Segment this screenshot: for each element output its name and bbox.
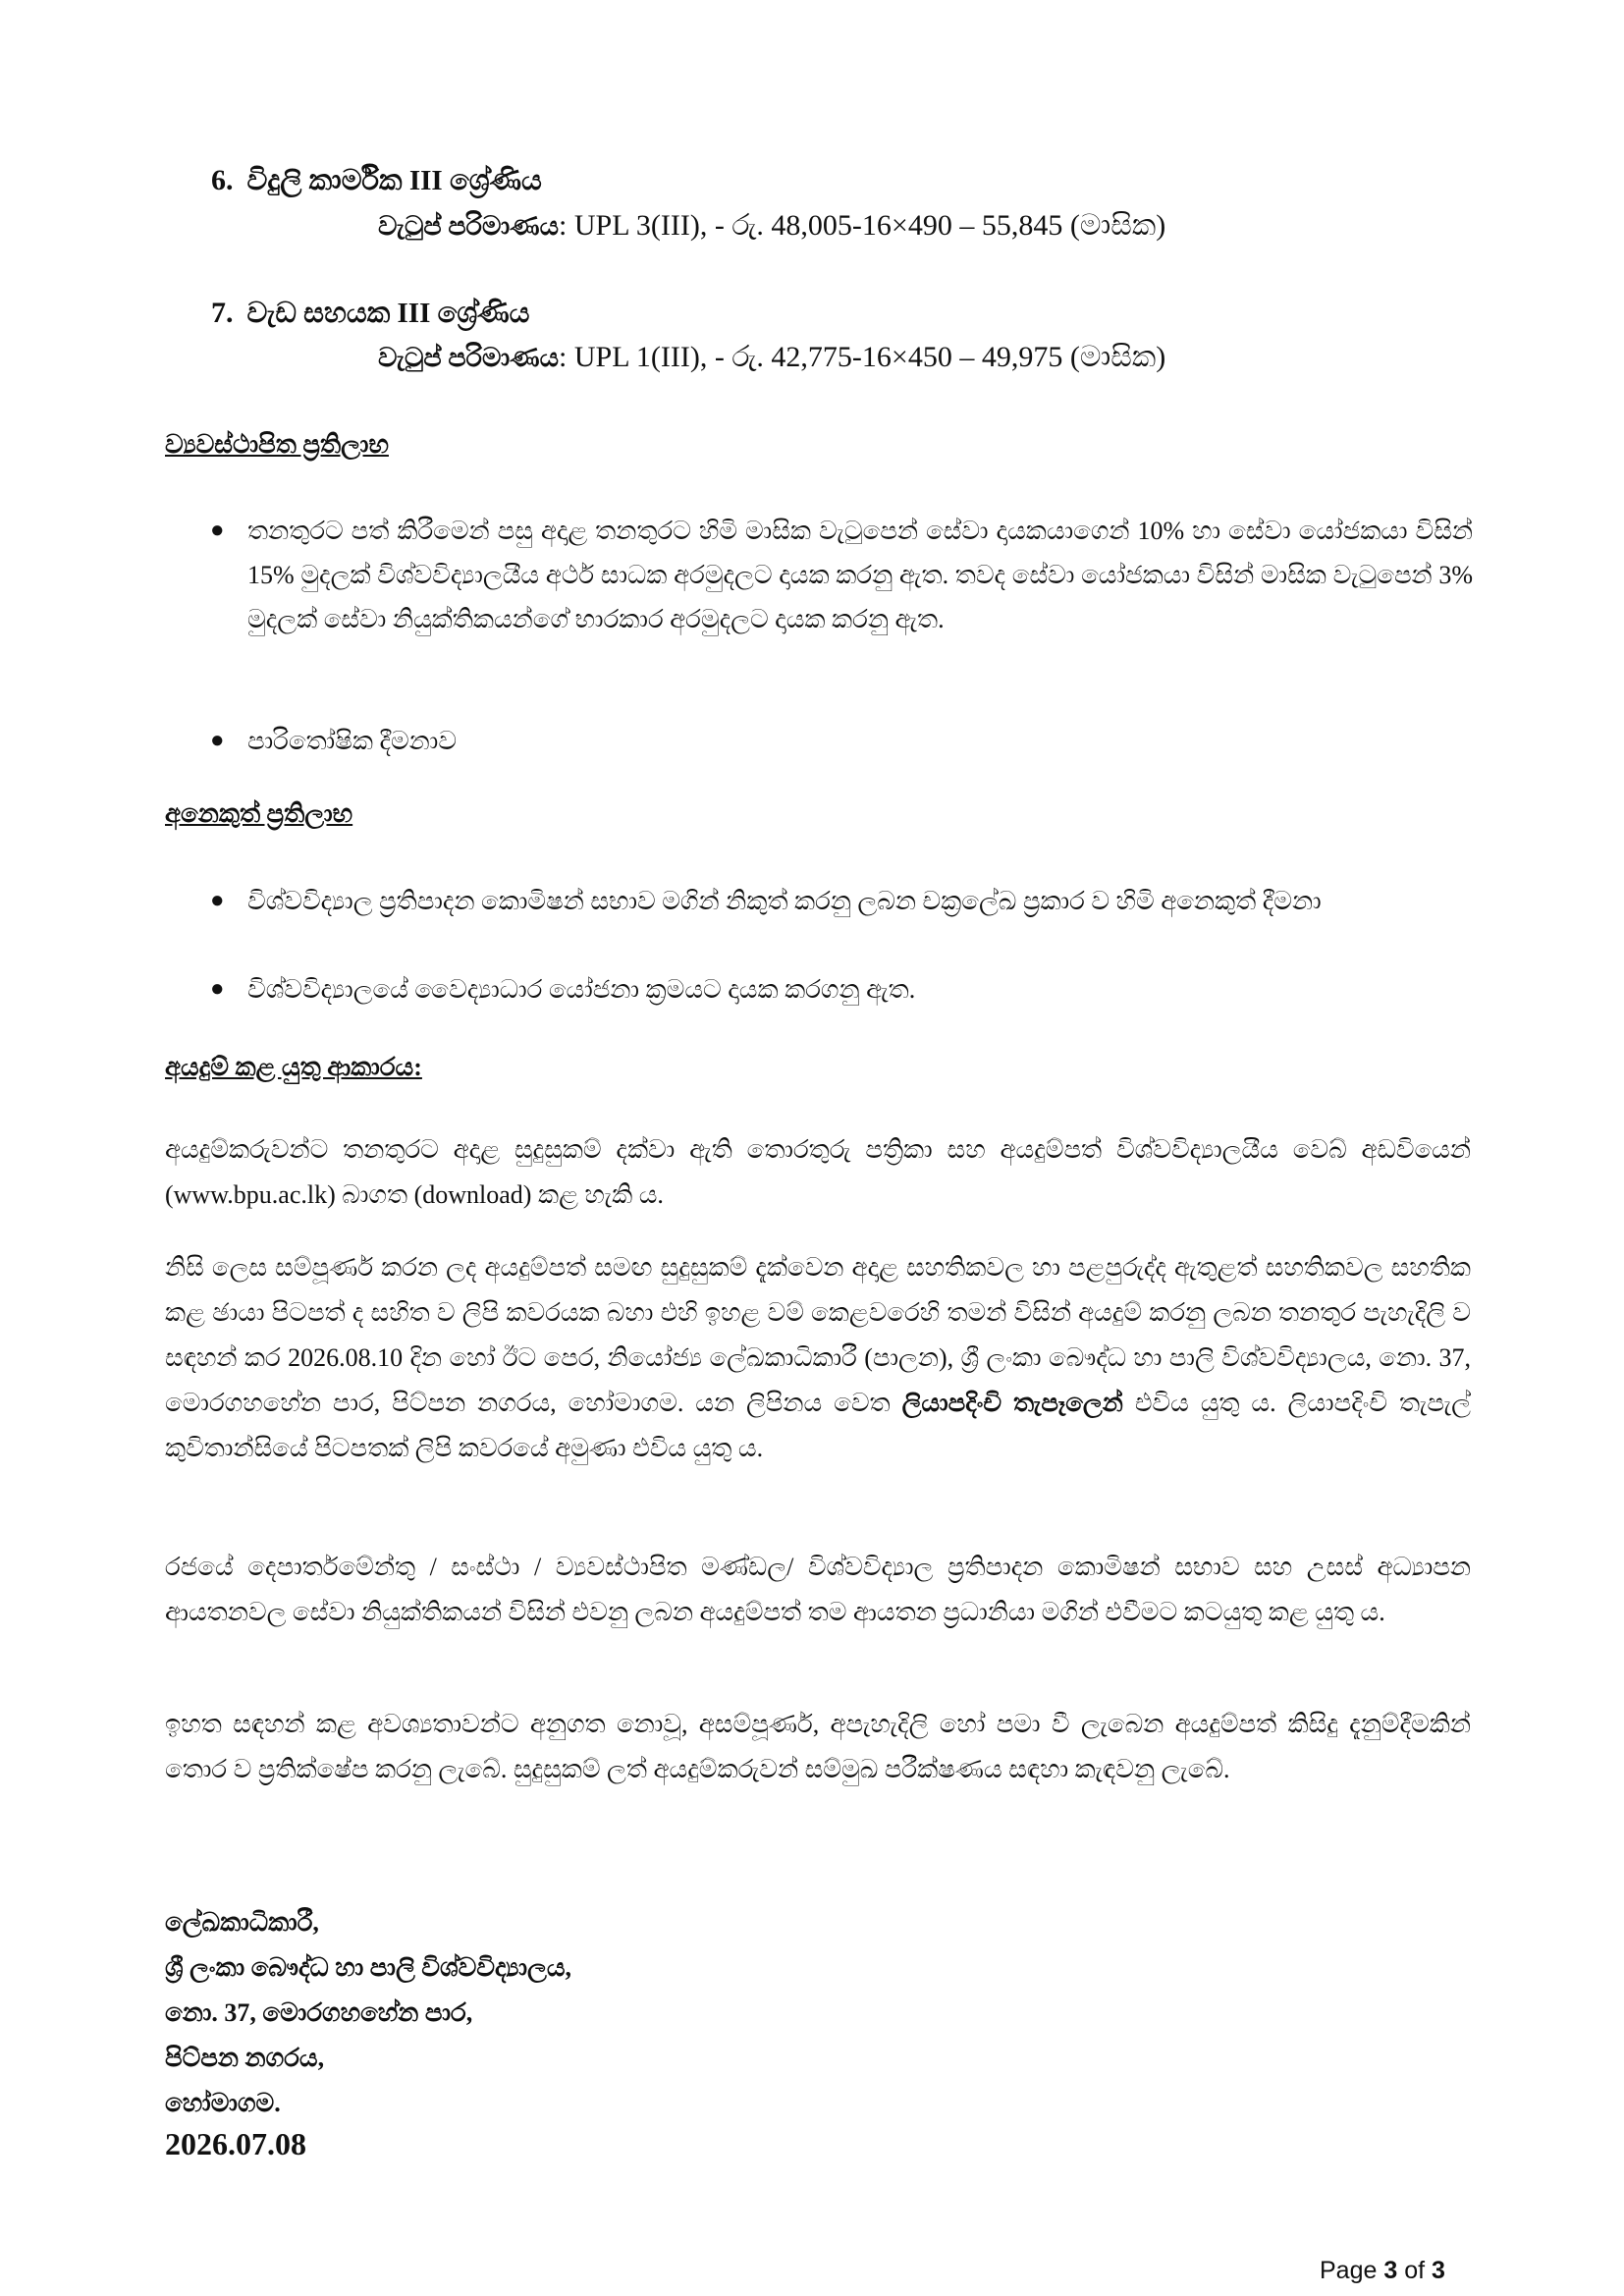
bullet-icon: ● — [210, 976, 225, 1002]
apply-paragraph-2-text-end: එවිය යුතු ය. ලියාපදිංචි තැපැල් කුවිතාන්සියේ පිටපතක් ලිපි කවරයේ අමුණා එවිය යුතු ය. — [165, 1389, 1472, 1462]
of-word: of — [1404, 2257, 1426, 2284]
apply-paragraph-3: රජයේ දෙපාර්තමේන්තු / සංස්ථා / ව්‍යවස්ථාපිත මණ්ඩල/ විශ්වවිද්‍යාල ප්‍රතිපාදන කොමිෂන් සභාව සහ උසස් අධ්‍යාපන ආයතනවල සේවා නියුක්තිකයන් විසින් එවනු ලබන අයදුම්පත් තම ආයතන ප්‍රධානියා මගින් එවීමට කටයුතු කළ යුතු ය. — [165, 1553, 1471, 1626]
post-6-salary-line — [378, 209, 1165, 243]
signature-line: ලේඛකාධිකාරී, — [165, 1908, 319, 1937]
post-number: 7. — [211, 297, 234, 329]
other-benefits-heading: අනෙකුත් ප්‍රතිලාභ — [165, 799, 353, 828]
page-number-footer — [1320, 2257, 1445, 2285]
statutory-benefits-heading: ව්‍යවස්ථාපිත ප්‍රතිලාභ — [165, 430, 389, 459]
post-6-title-line — [211, 164, 542, 197]
signature-date: 2026.07.08 — [165, 2126, 306, 2161]
list-item — [210, 879, 1477, 967]
list-item-text: තනතුරට පත් කිරීමෙන් පසු අදාළ තනතුරට හිමි මාසික වැටුපෙන් සේවා දායකයාගෙන් 10% හා සේවා යෝජකයා විසින් 15% මුදලක් විශ්වවිද්‍යාලයීය අර්ථ සාධක අරමුදලට දායක කරනු ඇත. තවද සේවා යෝජකයා විසින් මාසික වැටුපෙන් 3% මුදලක් සේවා නියුක්තිකයන්ගේ භාරකාර අරමුදලට දායක කරනු ඇත. — [247, 517, 1473, 633]
page-word: Page — [1320, 2257, 1378, 2284]
registered-post-emphasis: ලියාපදිංචි තැපෑලෙන් — [901, 1389, 1123, 1417]
list-item-text: විශ්වවිද්‍යාලයේ වෛද්‍යාධාර යෝජනා ක්‍රමයට දායක කරගනු ඇත. — [247, 975, 916, 1004]
apply-paragraph-4: ඉහත සඳහන් කළ අවශ්‍යතාවන්ට අනුගත නොවූ, අසම්පූර්ණ, අපැහැදිලි හෝ පමා වී ලැබෙන අයදුම්පත් කිසිදු දැනුම්දීමකින් තොර ව ප්‍රතික්ෂේප කරනු ලැබේ. සුදුසුකම් ලත් අයදුම්කරුවන් සම්මුඛ පරීක්ෂණය සඳහා කැඳවනු ලැබේ. — [165, 1710, 1471, 1783]
post-7-salary-line — [378, 341, 1165, 374]
apply-paragraph-2 — [165, 1245, 1471, 1471]
bullet-icon: ● — [210, 888, 225, 913]
post-title: විදුලි කාර්මික III ශ්‍රේණිය — [246, 165, 542, 196]
post-title: වැඩ සහයක III ශ්‍රේණිය — [246, 298, 530, 329]
post-7-title-line — [211, 297, 530, 330]
list-item — [210, 509, 1477, 685]
list-item-text: පාරිතෝෂික දීමනාව — [247, 727, 458, 755]
list-item — [210, 719, 1477, 763]
post-number: 6. — [211, 164, 234, 196]
salary-label: වැටුප් පරිමාණය — [378, 211, 560, 241]
list-item — [210, 967, 1477, 1011]
list-item-text: විශ්වවිද්‍යාල ප්‍රතිපාදන කොමිෂන් සභාව මගින් නිකුත් කරනු ලබන චක්‍රලේඛ ප්‍රකාර ව හිමි අනෙකුත් දීමනා — [247, 887, 1322, 915]
signature-line: ශ්‍රී ලංකා බෞද්ධ හා පාලි විශ්වවිද්‍යාලය, — [165, 1953, 572, 1982]
apply-paragraph-1: අයදුම්කරුවන්ට තනතුරට අදාළ සුදුසුකම් දක්වා ඇති තොරතුරු පත්‍රිකා සහ අයදුම්පත් විශ්වවිද්‍යාලයීය වෙබ් අඩවියෙන් (www.bpu.ac.lk) බාගත (download) කළ හැකි ය. — [165, 1135, 1471, 1209]
bullet-icon: ● — [210, 728, 225, 753]
signature-line: පිට්පන නගරය, — [165, 2044, 325, 2072]
salary-label: වැටුප් පරිමාණය — [378, 343, 560, 372]
signature-block — [165, 1900, 571, 2126]
signature-line: නො. 37, මොරගහහේන පාර, — [165, 1998, 473, 2027]
salary-value: : UPL 3(III), - රු. 48,005-16×490 – 55,845 (මාසික) — [559, 209, 1166, 242]
current-page: 3 — [1383, 2257, 1398, 2284]
signature-line: හෝමාගම. — [165, 2089, 281, 2117]
apply-paragraph-2-text: නිසි ලෙස සම්පූර්ණ කරන ලද අයදුම්පත් සමඟ සුදුසුකම් දැක්වෙන අදාළ සහතිකවල හා පළපුරුද්ද ඇතුළත් සහතිකවල සහතික කළ ඡායා පිටපත් ද සහිත ව ලිපි කවරයක බහා එහි ඉහළ වම් කෙළවරෙහි තමන් විසින් අයදුම් කරනු ලබන තනතුර පැහැදිලි ව සඳහන් කර 2026.08.10 දින හෝ ඊට පෙර, නියෝජ්‍ය ලේඛකාධිකාරී (පාලන), ශ්‍රී ලංකා බෞද්ධ හා පාලි විශ්වවිද්‍යාලය, නො. 37, මොරගහහේන පාර, පිට්පන නගරය, හෝමාගම. යන ලිපිනය වෙත — [165, 1253, 1471, 1417]
total-pages: 3 — [1432, 2257, 1445, 2284]
salary-value: : UPL 1(III), - රු. 42,775-16×450 – 49,975 (මාසික) — [559, 341, 1166, 373]
bullet-icon: ● — [210, 518, 225, 543]
how-to-apply-heading: අයදුම් කළ යුතු ආකාරය: — [165, 1053, 422, 1081]
